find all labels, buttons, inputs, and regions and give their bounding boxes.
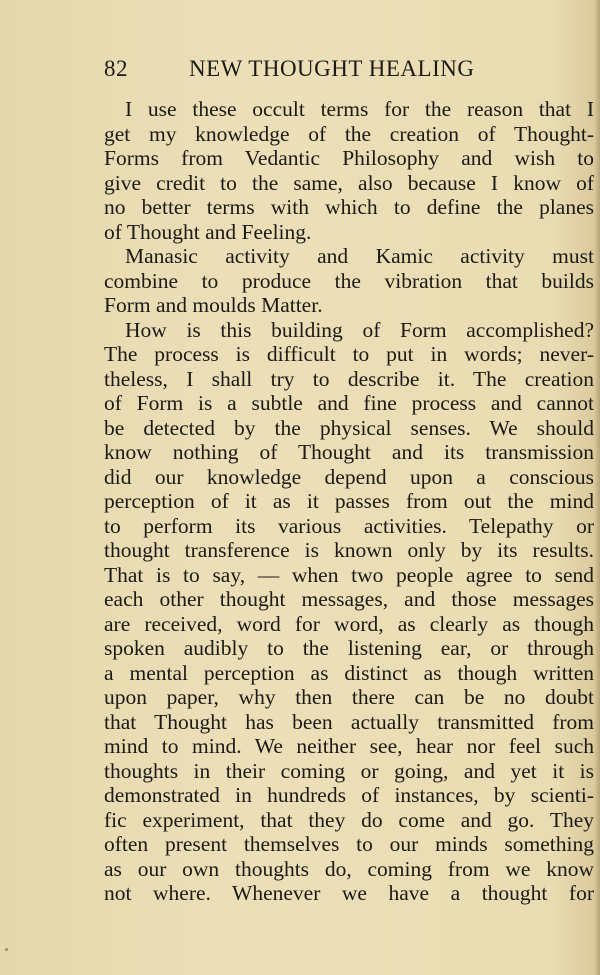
text-line: are received, word for word, as clearly as though (104, 611, 594, 636)
text-line: The process is difficult to put in words; never- (104, 342, 594, 366)
text-line: give credit to the same, also because I know of (104, 170, 594, 195)
paper-speck (5, 948, 8, 951)
text-line: no better terms with which to define the planes (104, 195, 594, 219)
page-number: 82 (104, 56, 128, 81)
text-line: thought transference is known only by its results. (104, 538, 594, 562)
text-line: a mental perception as distinct as though written (104, 660, 594, 685)
page-header (104, 56, 594, 86)
paragraph-1 (104, 97, 594, 244)
text-line: Manasic activity and Kamic activity must (125, 244, 594, 268)
body-text (104, 97, 594, 906)
text-line: each other thought messages, and those messages (104, 587, 594, 611)
text-line: fic experiment, that they do come and go. They (104, 807, 594, 832)
text-line: get my knowledge of the creation of Thought- (104, 121, 594, 146)
text-line: know nothing of Thought and its transmission (104, 440, 594, 464)
text-line: I use these occult terms for the reason that I (125, 97, 594, 121)
text-line: combine to produce the vibration that builds (104, 268, 594, 293)
paragraph-2 (104, 244, 594, 318)
paragraph-3 (104, 318, 594, 906)
text-line: as our own thoughts do, coming from we know (104, 856, 594, 881)
text-line: perception of it as it passes from out the mind (104, 489, 594, 513)
page-edge-shadow (594, 0, 600, 975)
text-line: be detected by the physical senses. We should (104, 415, 594, 440)
text-line: demonstrated in hundreds of instances, by scienti- (104, 783, 594, 807)
text-line: to perform its various activities. Telepathy or (104, 513, 594, 538)
text-line: did our knowledge depend upon a conscious (104, 464, 594, 489)
text-line: Forms from Vedantic Philosophy and wish to (104, 146, 594, 170)
text-line: that Thought has been actually transmitted from (104, 709, 594, 734)
text-line: of Form is a subtle and fine process and cannot (104, 391, 594, 415)
text-line: That is to say, — when two people agree to send (104, 562, 594, 587)
text-line: of Thought and Feeling. (104, 219, 312, 244)
text-line: upon paper, why then there can be no doubt (104, 685, 594, 709)
text-line: not where. Whenever we have a thought for (104, 881, 594, 905)
text-line: spoken audibly to the listening ear, or through (104, 636, 594, 660)
text-line: thoughts in their coming or going, and yet it is (104, 758, 594, 783)
text-line: How is this building of Form accomplished? (125, 317, 594, 342)
text-line: Form and moulds Matter. (104, 293, 323, 317)
text-line: mind to mind. We neither see, hear nor feel such (104, 734, 594, 758)
text-line: theless, I shall try to describe it. The creation (104, 366, 594, 391)
running-head: NEW THOUGHT HEALING (189, 56, 475, 81)
text-line: often present themselves to our minds something (104, 832, 594, 856)
